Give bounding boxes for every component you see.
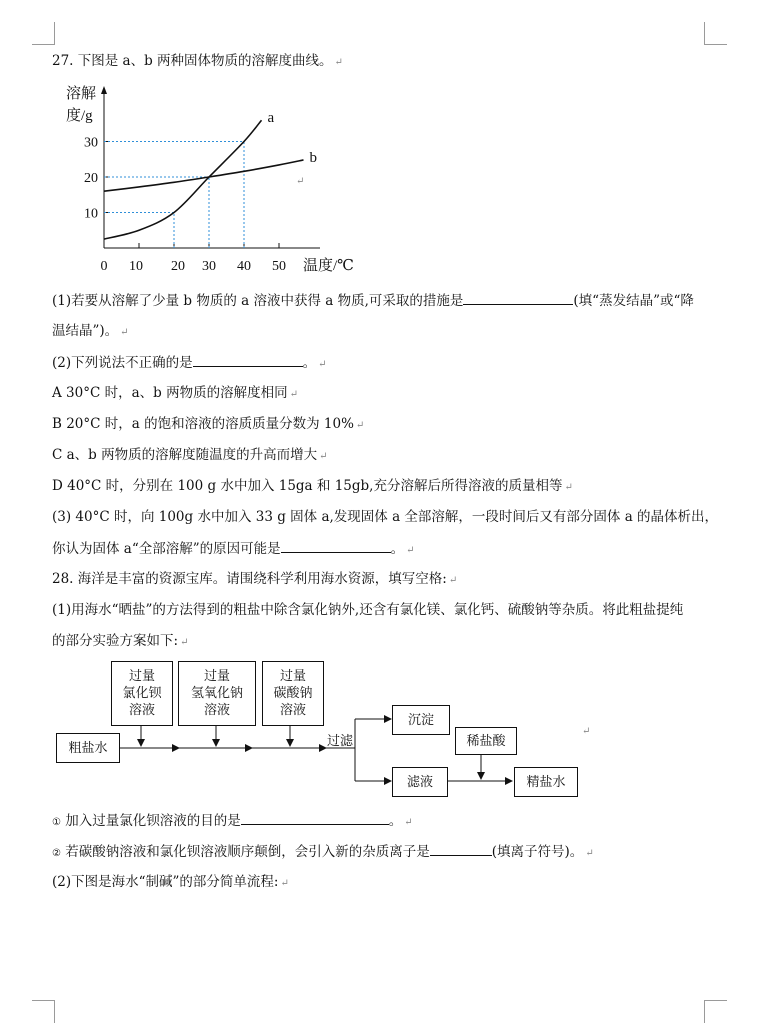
q28-sub1-end: 。 (388, 813, 403, 829)
x-tick-label: 30 (202, 259, 216, 274)
filtrate-label: 滤液 (406, 774, 433, 790)
reagent3-line2: 碳酸钠 (273, 686, 313, 701)
paragraph-mark: ↵ (585, 848, 594, 859)
paragraph-mark: ↵ (448, 575, 458, 586)
q28-sub1-text: 加入过量氯化钡溶液的目的是 (65, 813, 241, 829)
option-c-text: C a、b 两物质的溶解度随温度的升高而增大 (52, 447, 318, 463)
paragraph-mark: ↵ (319, 451, 328, 462)
q27-part3-end: 。 (390, 541, 405, 557)
paragraph-mark: ↵ (404, 817, 413, 828)
paragraph-mark: ↵ (582, 726, 591, 737)
paragraph-mark: ↵ (280, 878, 289, 889)
answer-blank-5[interactable] (430, 842, 492, 856)
precipitate-box (392, 705, 450, 735)
reagent3-line3: 溶液 (279, 703, 306, 718)
y-axis-label-line1: 溶解 (66, 86, 97, 102)
q28-title-text: 28. 海洋是丰富的资源宝库。请围绕科学利用海水资源，填写空格: (52, 571, 447, 587)
sub1-number: ① (52, 817, 61, 828)
q27-part3-line2-text: 你认为固体 a“全部溶解”的原因可能是 (52, 541, 281, 557)
dilute-hcl-label: 稀盐酸 (466, 733, 506, 749)
q28-part1-line2-text: 的部分实验方案如下: (52, 633, 179, 649)
series-label-b: b (309, 149, 317, 166)
paragraph-mark: ↵ (296, 176, 305, 187)
y-tick-label: 10 (84, 206, 98, 222)
filtrate-box (392, 767, 448, 797)
q28-sub2-text: 若碳酸钠溶液和氯化钡溶液顺序颠倒，会引入新的杂质离子是 (65, 844, 430, 860)
reagent1-line1: 过量 (128, 669, 155, 684)
refined-brine-box (514, 767, 578, 797)
q27-part2-text: (2)下列说法不正确的是 (52, 355, 193, 371)
sub2-number: ② (52, 848, 61, 859)
paragraph-mark: ↵ (120, 327, 129, 338)
answer-blank-4[interactable] (241, 811, 389, 825)
reagent1-line3: 溶液 (128, 703, 155, 718)
x-axis-label: 温度/℃ (303, 258, 354, 274)
dilute-hcl-box (455, 727, 517, 755)
crude-brine-box (56, 733, 120, 763)
q27-part3-text: (3) 40°C 时，向 100g 水中加入 33 g 固体 a,发现固体 a 全部溶解，一段时间后又有部分固体 a 的晶体析出， (52, 509, 719, 525)
x-tick-label: 0 (100, 259, 108, 274)
q27-part1-tail: (填“蒸发结晶”或“降 (573, 293, 694, 309)
reagent2-line3: 溶液 (203, 703, 230, 718)
paragraph-mark: ↵ (406, 545, 415, 556)
q27-title-text: 27. 下图是 a、b 两种固体物质的溶解度曲线。 (52, 53, 333, 69)
q27-part1-line2-text: 温结晶”)。 (52, 323, 119, 339)
crude-brine-label: 粗盐水 (68, 740, 108, 756)
q28-sub1 (52, 811, 413, 832)
paragraph-mark: ↵ (318, 359, 327, 370)
paragraph-mark: ↵ (289, 389, 298, 400)
option-d-text: D 40°C 时，分别在 100 g 水中加入 15ga 和 15gb,充分溶解后所得溶液的质量相等 (52, 478, 563, 494)
q27-part2-end: 。 (302, 355, 317, 371)
q28-part2 (52, 873, 289, 893)
paragraph-mark: ↵ (355, 420, 365, 431)
reagent-sodium-carbonate-box (262, 661, 324, 726)
x-tick-label: 20 (171, 259, 185, 274)
option-a-text: A 30°C 时，a、b 两物质的溶解度相同 (52, 385, 288, 401)
reagent1-line2: 氯化钡 (122, 686, 162, 701)
paragraph-mark: ↵ (334, 57, 343, 68)
refined-brine-label: 精盐水 (526, 774, 566, 790)
precipitate-label: 沉淀 (407, 712, 434, 728)
paragraph-mark: ↵ (180, 637, 189, 648)
q28-part1-text: (1)用海水“晒盐”的方法得到的粗盐中除含氯化钠外,还含有氯化镁、氯化钙、硫酸钠等杂质。将此粗盐提纯 (52, 602, 684, 618)
paragraph-mark: ↵ (564, 482, 573, 493)
y-axis-label-line2: 度/g (66, 108, 93, 124)
reagent2-line2: 氢氧化钠 (190, 686, 243, 701)
series-label-a: a (267, 110, 275, 127)
x-tick-label: 50 (272, 259, 286, 274)
q27-part1-text: (1)若要从溶解了少量 b 物质的 a 溶液中获得 a 物质,可采取的措施是 (52, 293, 464, 309)
reagent-barium-chloride-box (111, 661, 173, 726)
reagent3-line1: 过量 (279, 669, 306, 684)
reagent2-line1: 过量 (203, 669, 230, 684)
q28-part2-text: (2)下图是海水“制碱”的部分简单流程: (52, 874, 279, 890)
x-tick-label: 40 (237, 259, 251, 274)
option-b-text: B 20°C 时，a 的饱和溶液的溶质质量分数为 10% (52, 416, 354, 432)
y-tick-label: 30 (84, 135, 98, 151)
q28-sub2-end: (填离子符号)。 (491, 844, 584, 860)
reagent-sodium-hydroxide-box (178, 661, 256, 726)
y-tick-label: 20 (84, 171, 98, 186)
x-tick-label: 10 (129, 259, 143, 274)
filter-label: 过滤 (327, 734, 354, 749)
q28-sub2 (52, 842, 594, 863)
